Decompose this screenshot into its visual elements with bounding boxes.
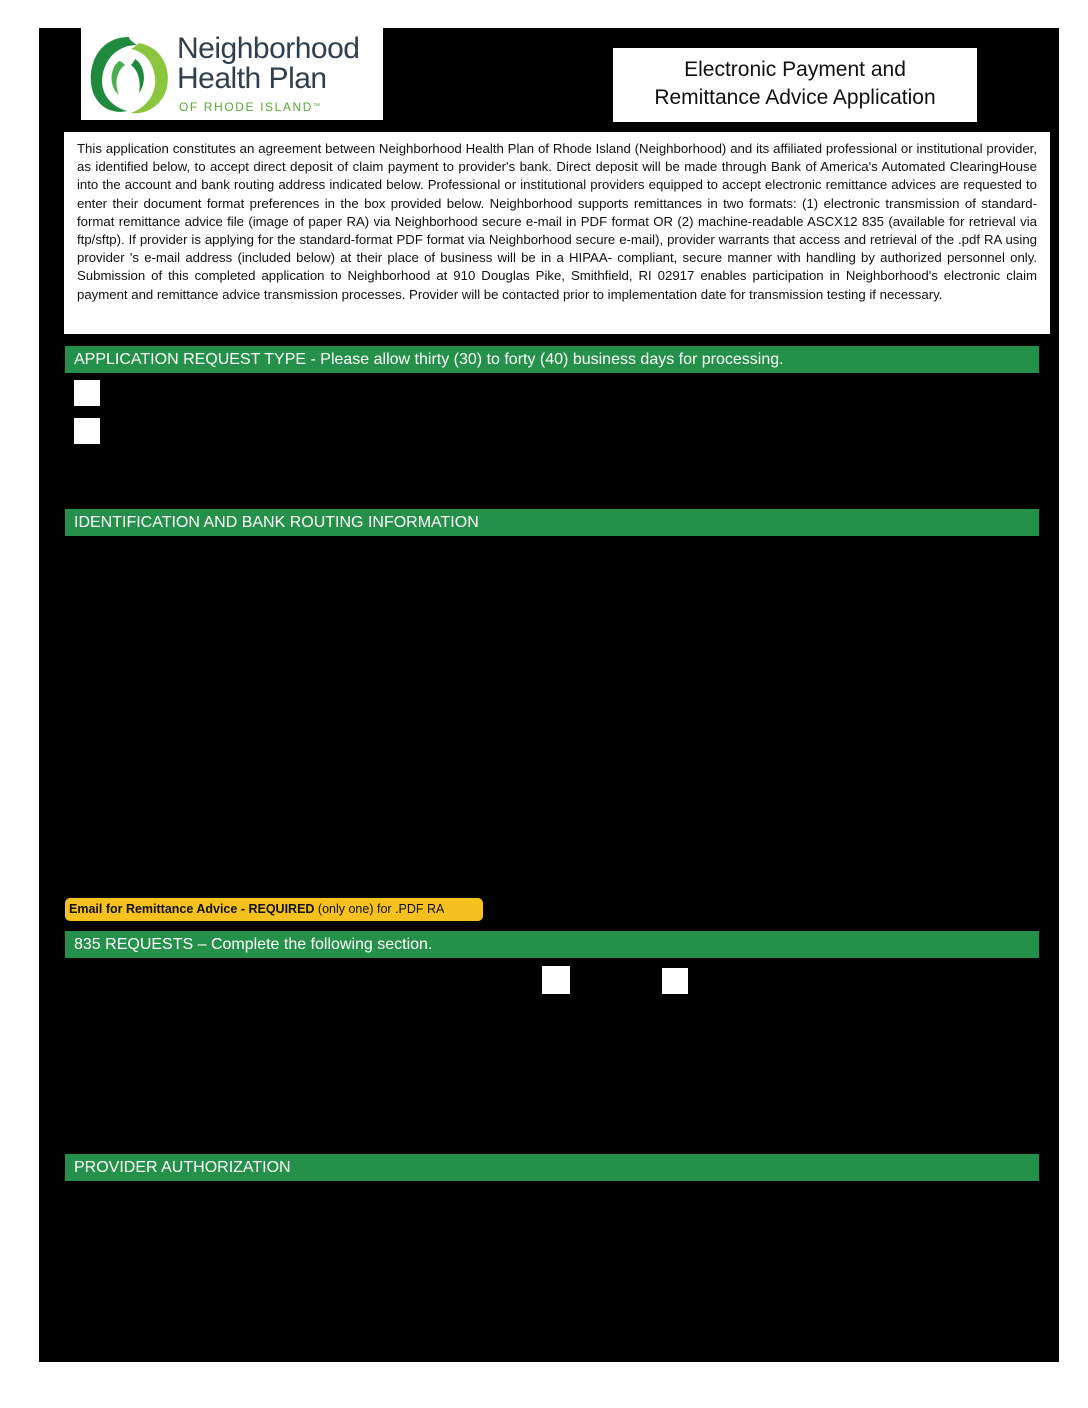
agreement-text-box	[64, 132, 1050, 334]
logo-wordmark-line3	[179, 100, 320, 114]
email-remittance-label-required: Email for Remittance Advice - REQUIRED	[69, 902, 315, 916]
835-option-checkbox-2[interactable]	[660, 966, 690, 996]
logo-wordmark-line1: Neighborhood	[177, 32, 360, 65]
email-remittance-label-note: (only one) for .PDF RA	[314, 902, 445, 916]
logo	[81, 28, 383, 120]
trademark-symbol: ™	[313, 103, 321, 110]
request-type-checkbox-2[interactable]	[72, 416, 102, 446]
section-header-provider-authorization: PROVIDER AUTHORIZATION	[65, 1154, 1039, 1181]
form-title-line2: Remittance Advice Application	[654, 86, 936, 109]
agreement-paragraph: This application constitutes an agreement between Neighborhood Health Plan of Rhode Island (Neighborhood) and its affiliated professional or institutional provider, as identified below, to accept direct deposit of claim payment to provider's bank. Direct deposit will be made through Bank of America's Automated ClearingHouse into the account and bank routing address indicated below. Professional or institutional providers equipped to accept electronic remittance advices are requested to enter their document format preferences in the box provided below. Neighborhood supports remittances in two formats: (1) electronic transmission of standard-format remittance advice file (image of paper RA) via Neighborhood secure e-mail in PDF format OR (2) machine-readable ASCX12 835 (available for retrieval via ftp/sftp). If provider is applying for the standard-format PDF format via Neighborhood secure e-mail), provider warrants that access and retrieval of the .pdf RA using provider 's e-mail address (included below) at their place of business will be in a HIPAA- compliant, secure manner with handling by authorized personnel only. Submission of this completed application to Neighborhood at 910 Douglas Pike, Smithfield, RI 02917 enables participation in Neighborhood's electronic claim payment and remittance advice transmission processes. Provider will be contacted prior to implementation date for transmission testing if necessary.	[77, 141, 1037, 302]
logo-wordmark-line2: Health Plan	[177, 62, 327, 95]
835-option-checkbox-1[interactable]	[540, 964, 572, 996]
email-remittance-label	[65, 898, 483, 921]
request-type-checkbox-1[interactable]	[72, 378, 102, 408]
section-header-identification: IDENTIFICATION AND BANK ROUTING INFORMATION	[65, 509, 1039, 536]
form-title-line1: Electronic Payment and	[684, 58, 906, 81]
leaf-swirl-icon	[85, 31, 173, 117]
section-header-835-requests: 835 REQUESTS – Complete the following section.	[65, 931, 1039, 958]
logo-state-text: OF RHODE ISLAND	[179, 100, 314, 114]
section-header-application-request: APPLICATION REQUEST TYPE - Please allow thirty (30) to forty (40) business days for processing.	[65, 346, 1039, 373]
form-title	[613, 48, 977, 122]
